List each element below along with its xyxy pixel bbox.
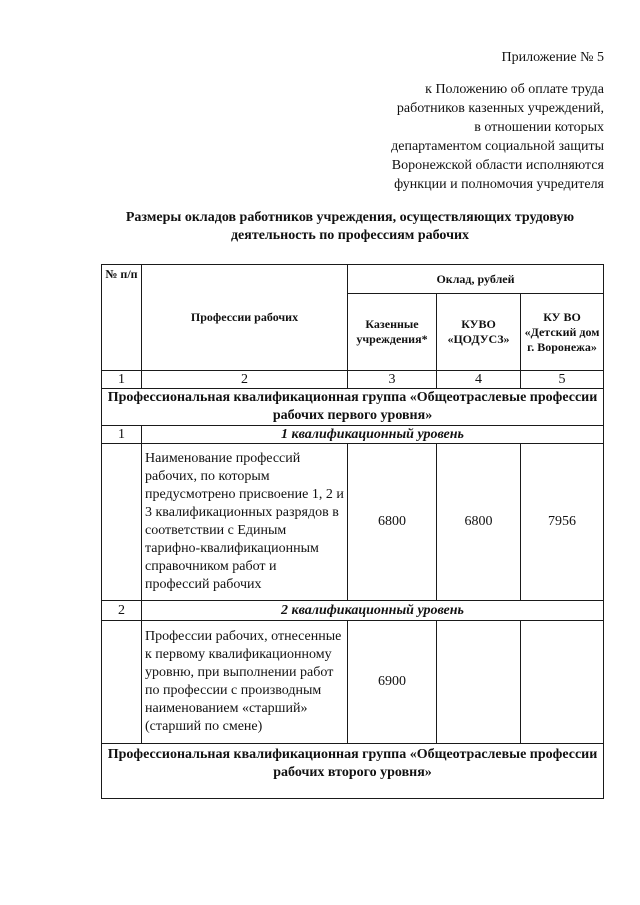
appendix-line: работников казенных учреждений, [396, 101, 604, 116]
index-cell: 4 [437, 371, 521, 389]
salary-table [101, 264, 604, 799]
group-row [102, 389, 604, 426]
profession-description: Профессии рабочих, отнесенные к первому квалификационному уровню, при выполнении работ по профессии с производным наименованием «старший» (старший по смене) [142, 621, 348, 744]
document-title [100, 209, 600, 245]
row-number [102, 621, 142, 744]
index-cell: 3 [348, 371, 437, 389]
salary-orphanage: 7956 [521, 444, 604, 601]
header-col3: Казенные учреждения* [348, 294, 437, 371]
level-title: 2 квалификационный уровень [142, 601, 604, 621]
salary-kuvo [437, 621, 521, 744]
group-row [102, 744, 604, 799]
index-cell: 2 [142, 371, 348, 389]
salary-state-institutions: 6800 [348, 444, 437, 601]
table-row [102, 444, 604, 601]
title-line: деятельность по профессиям рабочих [230, 228, 470, 243]
appendix-line: к Положению об оплате труда [425, 82, 604, 97]
profession-description: Наименование профессий рабочих, по которым предусмотрено присвоение 1, 2 и 3 квалификационных разрядов в соответствии с Единым тарифно-квалификационным справочником работ и профессий рабочих [142, 444, 348, 601]
level-row [102, 426, 604, 444]
group-title: Профессиональная квалификационная группа «Общеотраслевые профессии рабочих первого уровня» [102, 389, 604, 426]
title-line: Размеры окладов работников учреждения, осуществляющих трудовую [125, 210, 575, 225]
header-profession: Профессии рабочих [142, 265, 348, 371]
salary-kuvo: 6800 [437, 444, 521, 601]
index-cell: 1 [102, 371, 142, 389]
row-number [102, 444, 142, 601]
header-salary: Оклад, рублей [348, 265, 604, 294]
appendix-number: Приложение № 5 [501, 50, 604, 65]
header-col4: КУВО «ЦОДУСЗ» [437, 294, 521, 371]
level-row [102, 601, 604, 621]
level-number: 2 [102, 601, 142, 621]
level-number: 1 [102, 426, 142, 444]
appendix-line: функции и полномочия учредителя [394, 177, 604, 192]
index-row [102, 371, 604, 389]
appendix-line: департаментом социальной защиты [391, 139, 604, 154]
level-title: 1 квалификационный уровень [142, 426, 604, 444]
header-row [102, 265, 604, 294]
appendix-line: в отношении которых [474, 120, 604, 135]
appendix-reference [274, 80, 604, 194]
table-row [102, 621, 604, 744]
salary-state-institutions: 6900 [348, 621, 437, 744]
header-num: № п/п [102, 265, 142, 371]
appendix-line: Воронежской области исполняются [391, 158, 604, 173]
group-title: Профессиональная квалификационная группа «Общеотраслевые профессии рабочих второго уровня» [102, 744, 604, 799]
header-col5: КУ ВО «Детский дом г. Воронежа» [521, 294, 604, 371]
index-cell: 5 [521, 371, 604, 389]
salary-orphanage [521, 621, 604, 744]
